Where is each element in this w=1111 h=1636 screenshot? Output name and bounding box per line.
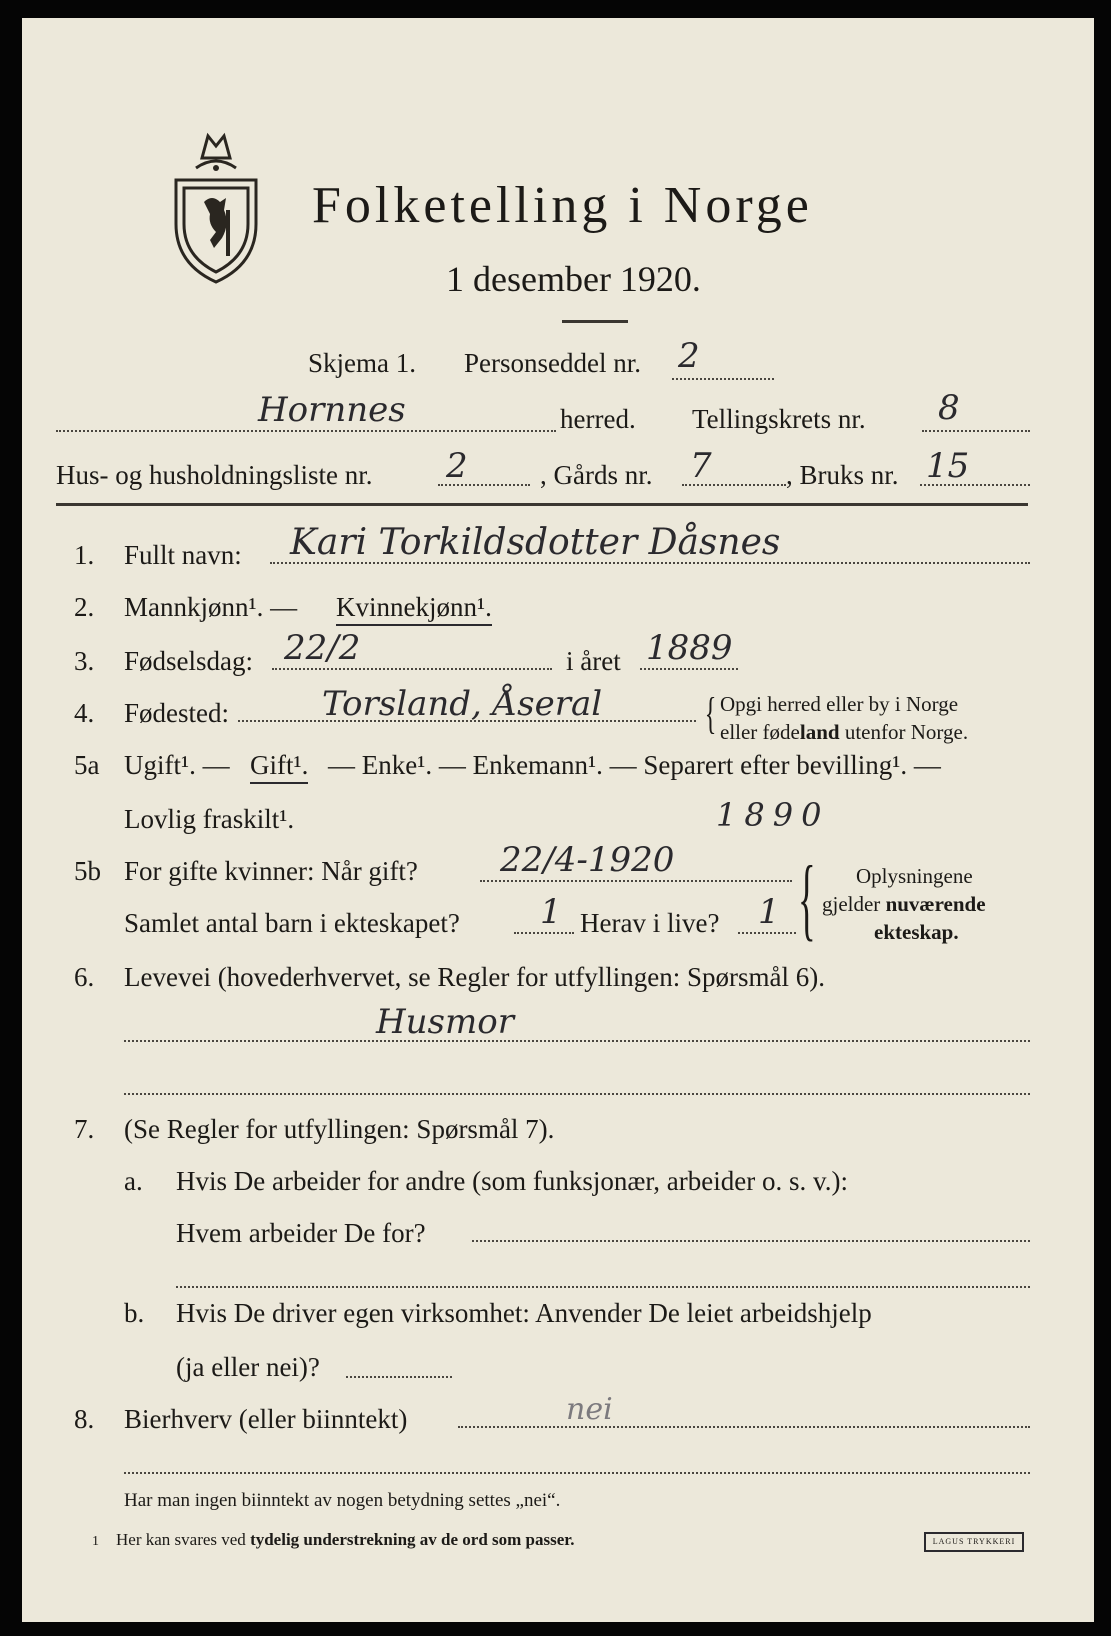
occupation-label: Levevei (hovederhvervet, se Regler for utfyllingen: Spørsmål 6). [124,962,826,992]
children-label: Samlet antal barn i ekteskapet? [124,908,460,938]
marriage-note-line3: ekteskap. [874,920,959,944]
birthplace-line [238,720,696,722]
q2-number: 2. [74,592,95,622]
side-income-value[interactable]: nei [566,1392,613,1427]
side-income-line [458,1426,1030,1428]
occupation-line-1 [124,1040,1030,1042]
q3-number: 3. [74,646,95,676]
sex-female-option[interactable]: Kvinnekjønn¹. [336,592,492,626]
herred-label: herred. [560,404,636,434]
marriage-note-brace: { [798,847,816,949]
hired-help-label: (ja eller nei)? [176,1352,320,1382]
alive-label: Herav i live? [580,908,720,938]
birth-year-value[interactable]: 1889 [646,628,733,668]
hus-value[interactable]: 2 [446,446,468,486]
birthplace-hint-line2 [720,720,968,745]
title-divider [562,320,628,323]
footer-note: Har man ingen biinntekt av nogen betydning settes „nei“. [124,1490,561,1511]
bruks-line [920,484,1030,486]
alive-value[interactable]: 1 [758,892,780,932]
status-other-options[interactable]: — Enke¹. — Enkemann¹. — Separert efter bevilling¹. — [328,750,941,780]
employer-line-1[interactable] [472,1240,1030,1242]
side-income-label: Bierhverv (eller biinntekt) [124,1404,408,1434]
hus-line [438,484,530,486]
norway-coat-of-arms-icon [170,128,262,288]
q7-number: 7. [74,1114,95,1144]
birthplace-brace: { [704,689,717,738]
hint-part-a: eller føde [720,720,800,744]
sex-male-option[interactable]: Mannkjønn¹. — [124,592,298,622]
herred-value[interactable]: Hornnes [258,390,406,430]
personseddel-line [672,378,774,380]
hint-part-b: land [799,720,840,744]
bruks-label: , Bruks nr. [786,460,899,490]
married-date-line [480,880,792,882]
children-value[interactable]: 1 [540,892,562,932]
q7-label: (Se Regler for utfyllingen: Spørsmål 7). [124,1114,555,1144]
personseddel-value[interactable]: 2 [678,336,700,376]
q6-number: 6. [74,962,95,992]
hus-label: Hus- og husholdningsliste nr. [56,460,373,490]
footnote-number: 1 [92,1534,99,1549]
q8-number: 8. [74,1404,95,1434]
q5a-number: 5a [74,750,100,780]
note-part-a: gjelder [822,892,886,916]
gards-line [682,484,786,486]
status-annotation: 1890 [716,796,830,834]
children-line [514,932,574,934]
q4-number: 4. [74,698,95,728]
tellingskrets-label: Tellingskrets nr. [692,404,866,434]
printer-stamp: LAGUS TRYKKERI [924,1532,1024,1552]
extra-line [124,1472,1030,1474]
q4-label: Fødested: [124,698,229,728]
gards-label: , Gårds nr. [540,460,653,490]
q3-label: Fødselsdag: [124,646,254,676]
marriage-note-line2 [822,892,986,917]
occupation-line-2 [124,1093,1030,1095]
hint-part-c: utenfor Norge. [839,720,969,744]
birth-day-value[interactable]: 22/2 [284,628,361,668]
footnote-part-b: tydelig understrekning av de ord som passer. [250,1530,575,1549]
marriage-note-line1: Oplysningene [856,864,973,888]
birthplace-value[interactable]: Torsland, Åseral [322,684,603,724]
footnote-part-a: Her kan svares ved [116,1530,251,1549]
q1-label: Fullt navn: [124,540,242,570]
married-date-value[interactable]: 22/4-1920 [500,840,675,880]
year-label: i året [566,646,621,676]
status-married-option[interactable]: Gift¹. [250,750,308,784]
full-name-line [270,562,1030,564]
employer-label: Hvem arbeider De for? [176,1218,426,1248]
tellingskrets-line [922,430,1030,432]
gards-value[interactable]: 7 [690,446,712,486]
note-part-b: nuværende [885,892,986,916]
q7a-text: Hvis De arbeider for andre (som funksjonær, arbeider o. s. v.): [176,1166,848,1196]
hired-help-line[interactable] [346,1376,452,1378]
q5b-number: 5b [74,856,101,886]
tellingskrets-value[interactable]: 8 [938,388,960,428]
employer-line-2[interactable] [176,1286,1030,1288]
census-date: 1 desember 1920. [446,259,701,299]
occupation-value[interactable]: Husmor [376,1002,514,1042]
q7a-number: a. [124,1166,143,1196]
footnote-text [116,1530,575,1550]
alive-line [738,932,796,934]
married-date-label: For gifte kvinner: Når gift? [124,856,418,886]
status-divorced-option[interactable]: Lovlig fraskilt¹. [124,804,295,834]
full-name-value[interactable]: Kari Torkildsdotter Dåsnes [290,522,781,563]
q1-number: 1. [74,540,95,570]
form-title: Folketelling i Norge [312,177,813,234]
herred-line [56,430,556,432]
personseddel-label: Personseddel nr. [464,348,641,378]
bruks-value[interactable]: 15 [926,446,970,486]
header-separator [56,503,1028,506]
q7b-text: Hvis De driver egen virksomhet: Anvender De leiet arbeidshjelp [176,1298,872,1328]
status-unmarried-option[interactable]: Ugift¹. — [124,750,230,780]
birthplace-hint-line1: Opgi herred eller by i Norge [720,692,959,716]
birth-day-line [272,668,552,670]
birth-year-line [640,668,738,670]
q7b-number: b. [124,1298,145,1328]
skjema-label: Skjema 1. [308,348,416,378]
